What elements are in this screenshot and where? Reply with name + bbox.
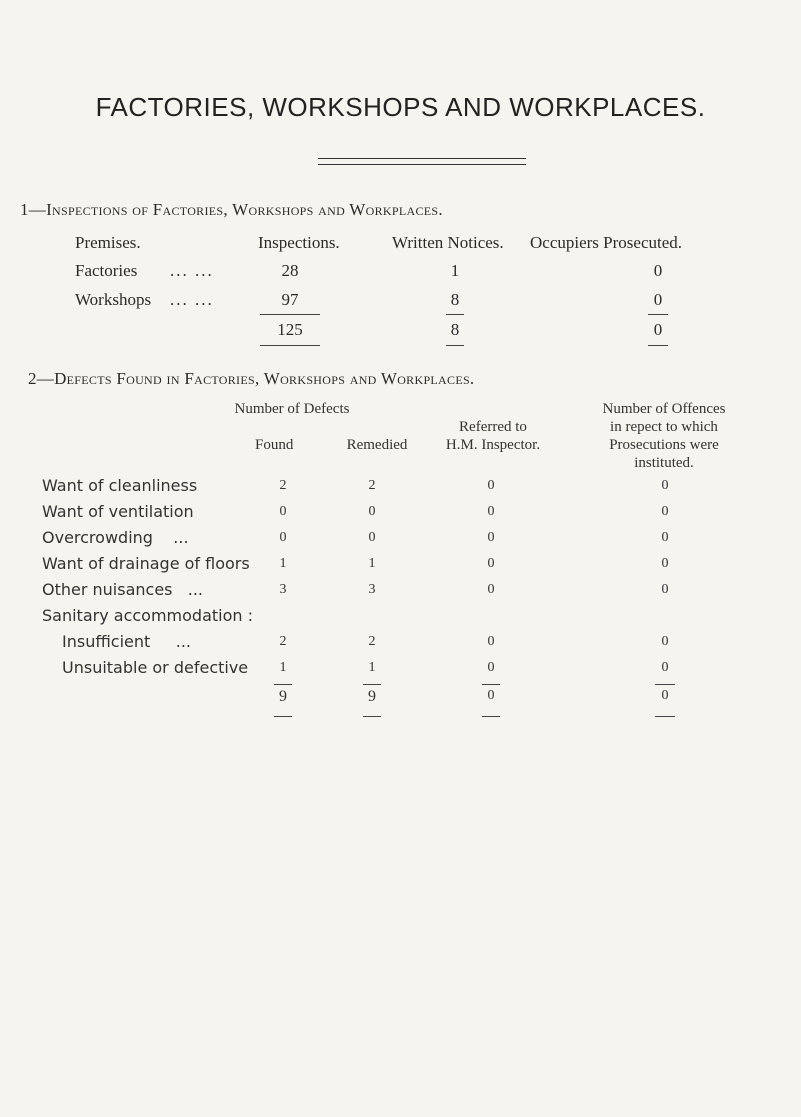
cell-found: 1 <box>279 660 287 675</box>
cell-found: 0 <box>279 530 287 545</box>
col-inspections: Inspections. <box>258 233 340 252</box>
defect-row-label: Overcrowding ... <box>42 528 189 547</box>
cell-offences: 0 <box>661 582 669 597</box>
cell-remedied: 0 <box>368 504 376 519</box>
cell-referred: 0 <box>487 660 495 675</box>
cell-offences: 0 <box>661 634 669 649</box>
cell-offences: 0 <box>661 504 669 519</box>
subtotal-rule <box>655 684 675 685</box>
cell-prosecuted: 0 <box>653 290 663 309</box>
cell-found: 1 <box>279 556 287 571</box>
subtotal-rule <box>260 314 320 315</box>
col-premises: Premises. <box>75 233 141 252</box>
col-offences-line3: Prosecutions were <box>609 437 719 453</box>
section2-heading: 2—Defects Found in Factories, Workshops and Workplaces. <box>28 369 475 388</box>
cell-found: 3 <box>279 582 287 597</box>
subtotal-rule <box>446 314 464 315</box>
cell-remedied: 0 <box>368 530 376 545</box>
row-dots: ... ... <box>170 261 214 280</box>
defect-row-label: Other nuisances ... <box>42 580 204 599</box>
cell-notices: 1 <box>450 261 460 280</box>
defect-row-label: Want of drainage of floors <box>42 554 250 573</box>
cell-referred: 0 <box>487 504 495 519</box>
total-rule <box>648 345 668 346</box>
cell-found: 0 <box>279 504 287 519</box>
row-label: Workshops <box>75 290 152 309</box>
cell-found: 2 <box>279 478 287 493</box>
total-found: 9 <box>279 688 287 705</box>
total-rule <box>446 345 464 346</box>
total-rule <box>260 345 320 346</box>
cell-remedied: 2 <box>368 478 376 493</box>
subtotal-rule <box>274 684 292 685</box>
col-written-notices: Written Notices. <box>392 233 504 252</box>
section1-heading: 1—Inspections of Factories, Workshops and Workplaces. <box>20 200 443 219</box>
defect-row-label: Want of ventilation <box>42 502 194 521</box>
total-referred: 0 <box>487 688 495 703</box>
col-number-of-defects: Number of Defects <box>234 401 350 417</box>
cell-offences: 0 <box>661 530 669 545</box>
cell-referred: 0 <box>487 530 495 545</box>
defect-row-label: Insufficient ... <box>62 632 191 651</box>
total-notices: 8 <box>450 320 460 339</box>
defect-row-label: Want of cleanliness <box>42 476 198 495</box>
total-rule <box>482 716 500 717</box>
cell-found: 2 <box>279 634 287 649</box>
col-referred-line1: Referred to <box>459 419 527 435</box>
col-offences-line1: Number of Offences <box>602 401 726 417</box>
col-offences-line4: instituted. <box>634 455 694 471</box>
page-title: FACTORIES, WORKSHOPS AND WORKPLACES. <box>95 92 706 122</box>
total-rule <box>274 716 292 717</box>
sanitary-subheading: Sanitary accommodation : <box>42 606 253 625</box>
row-dots: ... ... <box>170 290 214 309</box>
cell-referred: 0 <box>487 478 495 493</box>
cell-remedied: 2 <box>368 634 376 649</box>
total-prosecuted: 0 <box>653 320 663 339</box>
col-referred-line2: H.M. Inspector. <box>445 437 541 453</box>
cell-inspections: 97 <box>281 290 299 309</box>
subtotal-rule <box>482 684 500 685</box>
cell-remedied: 3 <box>368 582 376 597</box>
total-rule <box>655 716 675 717</box>
cell-notices: 8 <box>450 290 460 309</box>
col-remedied: Remedied <box>346 437 408 453</box>
defect-row-label: Unsuitable or defective <box>62 658 249 677</box>
total-offences: 0 <box>661 688 669 703</box>
cell-prosecuted: 0 <box>653 261 663 280</box>
subtotal-rule <box>363 684 381 685</box>
cell-offences: 0 <box>661 660 669 675</box>
cell-remedied: 1 <box>368 556 376 571</box>
col-occupiers-prosecuted: Occupiers Prosecuted. <box>530 233 683 252</box>
subtotal-rule <box>648 314 668 315</box>
total-remedied: 9 <box>368 688 376 705</box>
cell-offences: 0 <box>661 478 669 493</box>
cell-remedied: 1 <box>368 660 376 675</box>
cell-referred: 0 <box>487 556 495 571</box>
total-inspections: 125 <box>277 320 303 339</box>
col-offences-line2: in repect to which <box>610 419 718 435</box>
title-double-rule <box>318 158 526 165</box>
cell-offences: 0 <box>661 556 669 571</box>
total-rule <box>363 716 381 717</box>
cell-referred: 0 <box>487 634 495 649</box>
col-found: Found <box>255 437 294 453</box>
cell-referred: 0 <box>487 582 495 597</box>
cell-inspections: 28 <box>281 261 299 280</box>
row-label: Factories <box>75 261 138 280</box>
